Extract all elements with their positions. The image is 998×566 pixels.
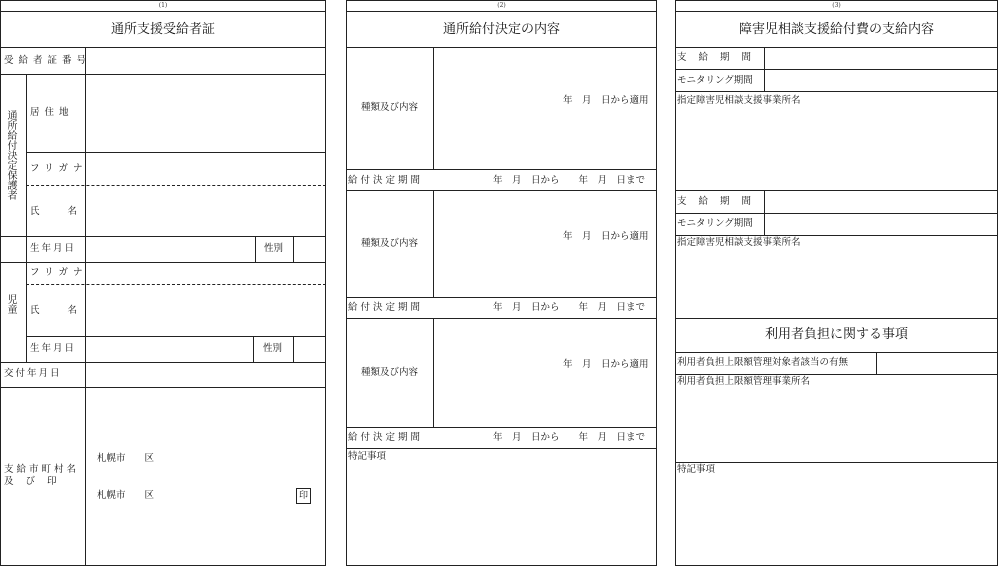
apply-date-text: 年 月 日から適用 [563,95,649,106]
period-text: 年 月 日から 年 月 日まで [493,175,646,186]
monitoring-period-field[interactable] [765,70,996,90]
issuer-label-line1: 支給市町村名 [4,464,80,475]
panel-title: 通所支援受給者証 [110,22,215,37]
panel-recipient-certificate [0,0,326,566]
period-text: 年 月 日から 年 月 日まで [493,302,646,313]
monitoring-period-label: モニタリング期間 [677,75,753,86]
seal-box: 印 [296,488,311,504]
child-furigana-field[interactable] [86,263,324,283]
sex-field[interactable] [294,237,324,261]
dob-field[interactable] [86,237,254,261]
child-sex-label: 性別 [263,343,283,354]
furigana-field[interactable] [86,153,324,184]
city-line-2: 札幌市 区 [97,490,155,501]
period-label: 給付決定期間 [348,302,424,313]
supply-period-field[interactable] [765,191,996,212]
burden-section-title: 利用者負担に関する事項 [764,327,908,342]
sex-label: 性別 [264,243,284,254]
burden-limit-field[interactable] [877,353,996,373]
issuer-label-line2: 及び印 [4,476,69,487]
dob-label: 生年月日 [30,243,77,254]
apply-date-text: 年 月 日から適用 [563,359,649,370]
name-label: 氏名 [30,206,106,217]
monitoring-period-field[interactable] [765,214,996,234]
panel-number: (3) [832,2,841,9]
child-dob-label: 生年月日 [30,343,77,354]
guardian-label: 通所給付決定保護者 [5,110,16,200]
name-field[interactable] [86,186,324,235]
period-text: 年 月 日から 年 月 日まで [493,432,646,443]
period-label: 給付決定期間 [348,175,424,186]
type-content-field[interactable] [434,48,655,168]
type-content-field[interactable] [434,319,655,426]
address-label: 居住地 [30,107,74,118]
panel-number: (1) [158,2,168,9]
child-label: 児童 [5,294,16,314]
supply-period-label: 支給期間 [677,196,764,207]
recipient-number-label: 受給者証番号 [4,55,92,66]
type-content-label: 種類及び内容 [360,238,418,249]
monitoring-period-label: モニタリング期間 [677,218,753,229]
address-field[interactable] [86,75,324,151]
city-line-1: 札幌市 区 [97,453,155,464]
burden-provider-label: 利用者負担上限額管理事業所名 [677,376,811,387]
provider-name-label: 指定障害児相談支援事業所名 [677,237,801,248]
panel-number: (2) [497,2,506,9]
burden-limit-label: 利用者負担上限額管理対象者該当の有無 [677,357,849,368]
child-furigana-label: フリガナ [30,267,88,278]
panel-consultation-support [675,0,998,566]
period-label: 給付決定期間 [348,432,424,443]
child-sex-field[interactable] [294,337,324,361]
type-content-field[interactable] [434,191,655,296]
type-content-label: 種類及び内容 [360,367,418,378]
issue-date-field[interactable] [86,363,324,386]
notes-field[interactable] [347,463,656,564]
apply-date-text: 年 月 日から適用 [563,231,649,242]
child-dob-field[interactable] [86,337,252,361]
panel-title: 通所給付決定の内容 [442,22,560,37]
divider [0,11,326,12]
notes-label: 特記事項 [677,464,716,475]
type-content-label: 種類及び内容 [360,102,418,113]
provider-name-label: 指定障害児相談支援事業所名 [677,95,801,106]
issue-date-label: 交付年月日 [4,368,62,379]
child-name-label: 氏名 [30,305,106,316]
recipient-number-field[interactable] [86,48,324,73]
notes-label: 特記事項 [348,451,387,462]
provider-name-field[interactable] [676,107,997,189]
notes-field[interactable] [676,476,997,564]
provider-name-field[interactable] [676,249,997,317]
supply-period-field[interactable] [765,48,996,68]
burden-provider-field[interactable] [676,388,997,461]
furigana-label: フリガナ [30,163,88,174]
panel-benefit-decision [346,0,657,566]
child-name-field[interactable] [86,285,324,335]
supply-period-label: 支給期間 [677,52,764,63]
panel-title: 障害児相談支援給付費の支給内容 [738,22,934,37]
